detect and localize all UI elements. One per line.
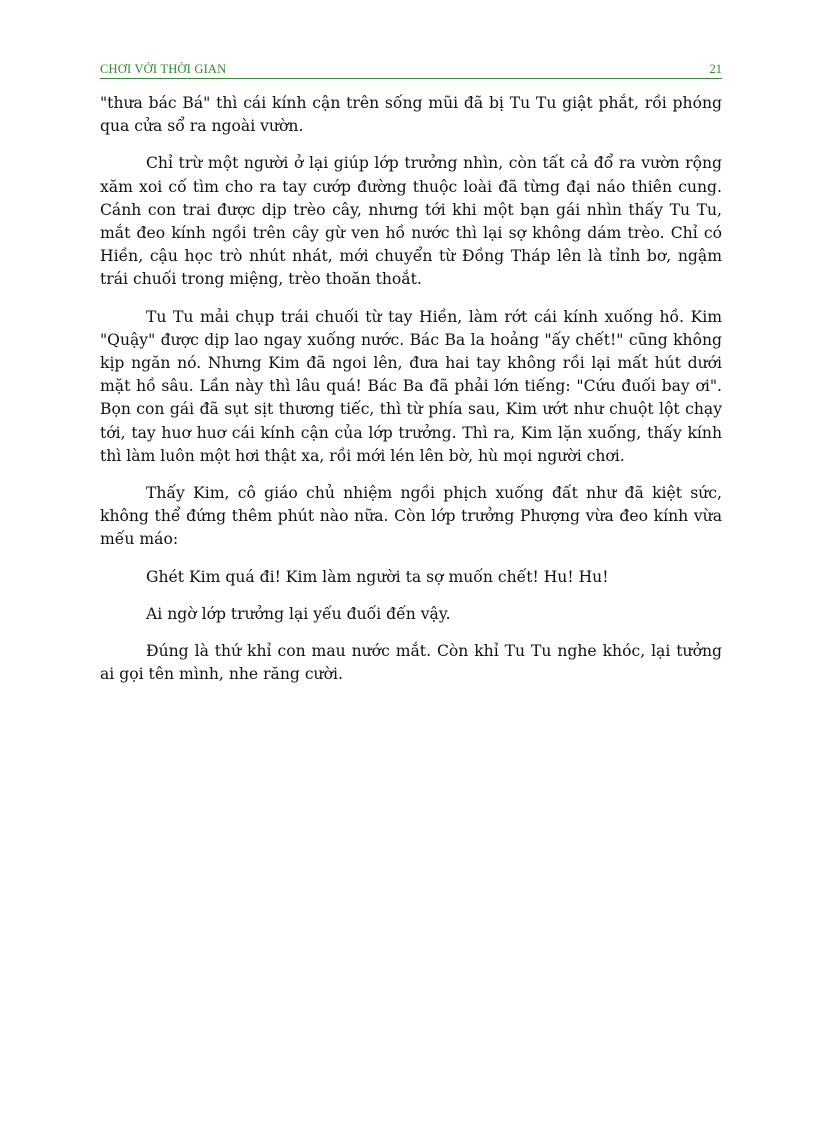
narration-line: Ai ngờ lớp trưởng lại yếu đuối đến vậy.: [146, 604, 451, 623]
book-title: CHƠI VỚI THỜI GIAN: [100, 62, 227, 76]
page-body: [100, 92, 722, 700]
paragraph: Tu Tu mải chụp trái chuối từ tay Hiền, làm rớt cái kính xuống hồ. Kim "Quậy" được dịp lao ngay xuống nước. Bác Ba la hoảng "ấy chết!" cũng không kịp ngăn nó. Nhưng Kim đã ngoi lên, đưa hai tay không rồi lại mất hút dưới mặt hồ sâu. Lần này thì lâu quá! Bác Ba đã phải lớn tiếng: "Cứu đuối bay ơi". Bọn con gái đã sụt sịt thương tiếc, thì từ phía sau, Kim ướt như chuột lột chạy tới, tay huơ huơ cái kính cận của lớp trưởng. Thì ra, Kim lặn xuống, thấy kính thì làm luôn một hơi thật xa, rồi mới lén lên bờ, hù mọi người chơi.: [100, 307, 722, 465]
dialogue-line: Ghét Kim quá đi! Kim làm người ta sợ muốn chết! Hu! Hu!: [146, 567, 609, 586]
paragraph: Chỉ trừ một người ở lại giúp lớp trưởng nhìn, còn tất cả đổ ra vườn rộng xăm xoi cố tìm cho ra tay cướp đường thuộc loài đã từng đại náo thiên cung. Cánh con trai được dịp trèo cây, nhưng tới khi một bạn gái nhìn thấy Tu Tu, mắt đeo kính ngồi trên cây gừ ven hồ nước thì lại sợ không dám trèo. Chỉ có Hiền, cậu học trò nhút nhát, mới chuyển từ Đồng Tháp lên là tỉnh bơ, ngậm trái chuối trong miệng, trèo thoăn thoắt.: [100, 154, 722, 289]
paragraph: Thấy Kim, cô giáo chủ nhiệm ngồi phịch xuống đất như đã kiệt sức, không thể đứng thêm phút nào nữa. Còn lớp trưởng Phượng vừa đeo kính vừa mếu máo:: [100, 484, 722, 549]
paragraph-continuation: "thưa bác Bá" thì cái kính cận trên sống mũi đã bị Tu Tu giật phắt, rồi phóng qua cửa sổ ra ngoài vườn.: [100, 94, 722, 136]
running-header: [100, 62, 722, 79]
paragraph: Đúng là thứ khỉ con mau nước mắt. Còn khỉ Tu Tu nghe khóc, lại tưởng ai gọi tên mình, nhe răng cười.: [100, 642, 722, 684]
page-number: 21: [709, 62, 722, 76]
